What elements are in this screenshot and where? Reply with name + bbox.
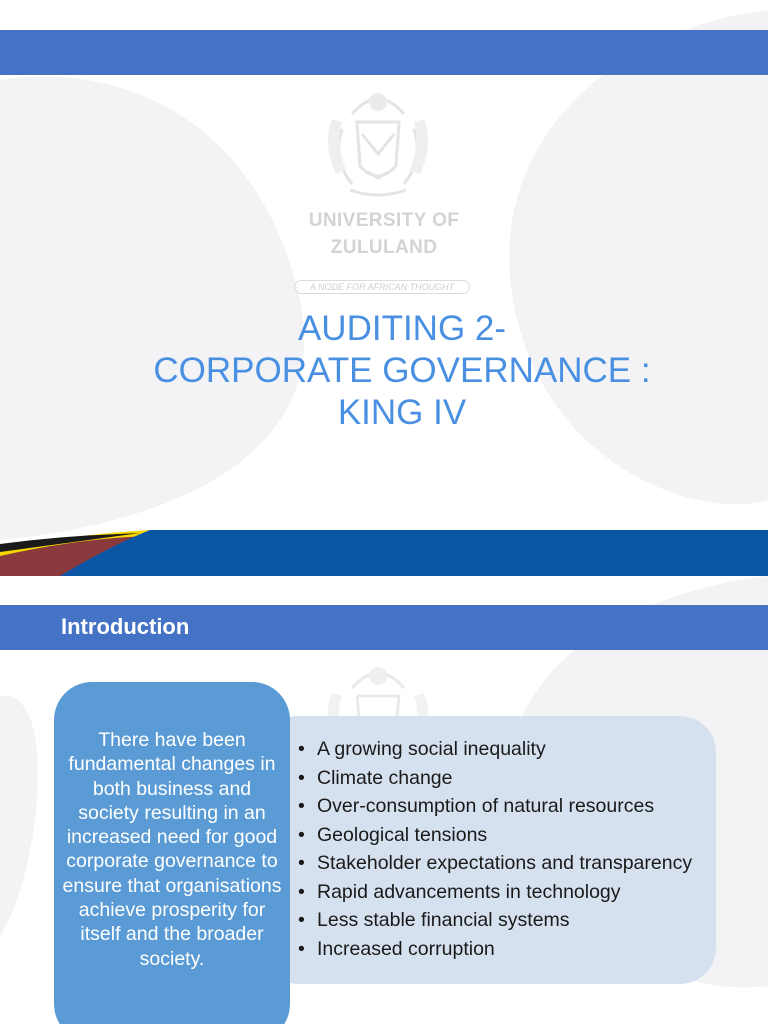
title-line-2: CORPORATE GOVERNANCE :: [153, 351, 651, 390]
list-item: • A growing social inequality: [296, 737, 706, 761]
university-crest-watermark: [312, 74, 444, 206]
title-line-1: AUDITING 2-: [297, 309, 507, 348]
list-item: • Rapid advancements in technology: [296, 880, 706, 904]
slide-heading: Introduction: [61, 614, 190, 639]
introduction-slide: [0, 576, 768, 1024]
list-item: • Geological tensions: [296, 823, 706, 847]
slide-title: [40, 308, 764, 434]
top-accent-bar: [0, 30, 768, 75]
title-line-3: KING IV: [337, 393, 467, 432]
university-tagline: A NODE FOR AFRICAN THOUGHT: [294, 280, 470, 294]
list-item: • Less stable financial systems: [296, 908, 706, 932]
list-item: • Climate change: [296, 766, 706, 790]
header-bar: [0, 605, 768, 650]
list-item: • Over-consumption of natural resources: [296, 794, 706, 818]
list-item: • Increased corruption: [296, 937, 706, 961]
summary-text: There have been fundamental changes in both business and society resulting in an increased need for good corporate governance to ensure that organisations achieve prosperity for itself and the broader society.: [62, 729, 282, 970]
list-item: • Stakeholder expectations and transparency: [296, 851, 706, 875]
footer-band: [0, 516, 768, 576]
university-name: UNIVERSITY OF ZULULAND: [308, 210, 460, 258]
factors-list: [296, 737, 706, 965]
